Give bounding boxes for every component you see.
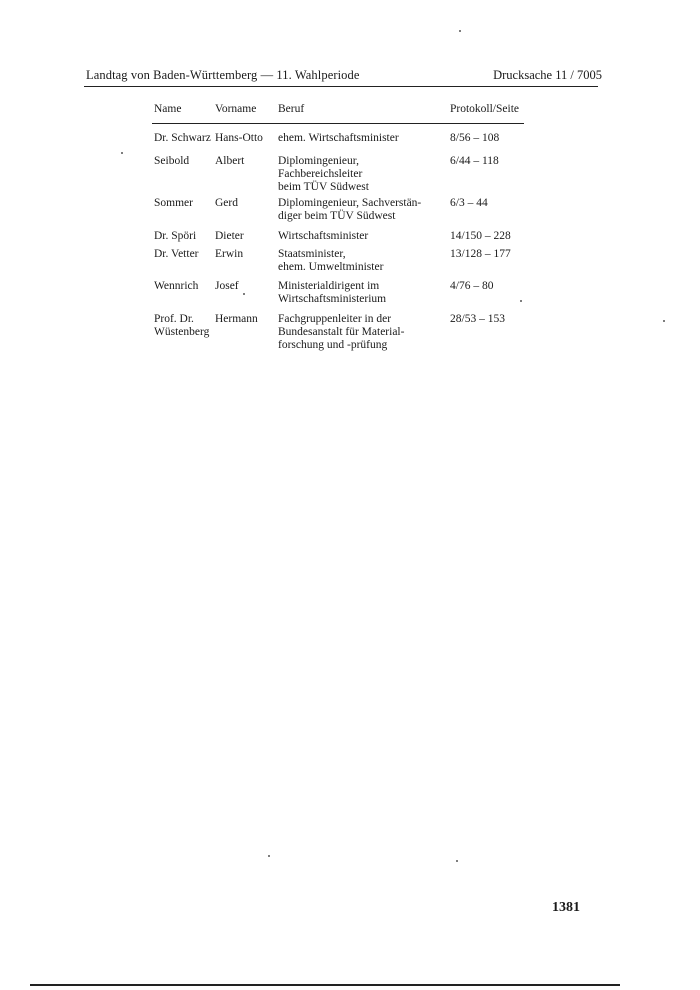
footer-rule xyxy=(30,984,620,986)
table-header-rule xyxy=(152,123,524,124)
cell-beruf-line: Diplomingenieur, Sachverstän- xyxy=(278,197,422,209)
cell-protokoll: 28/53 – 153 xyxy=(450,313,505,325)
cell-name xyxy=(154,248,199,261)
cell-beruf-line: Wirtschaftsministerium xyxy=(278,292,387,305)
cell-beruf-line: Bundesanstalt für Material- xyxy=(278,325,405,338)
column-header-protokoll: Protokoll/Seite xyxy=(450,103,519,115)
cell-name-line: Seibold xyxy=(154,155,190,167)
cell-beruf-line: ehem. Umweltminister xyxy=(278,260,384,273)
cell-vorname: Dieter xyxy=(215,230,244,242)
cell-beruf-line: Diplomingenieur, xyxy=(278,155,359,167)
cell-beruf-line: Ministerialdirigent im xyxy=(278,280,380,292)
header-rule xyxy=(84,86,598,87)
cell-beruf-line: diger beim TÜV Südwest xyxy=(278,209,396,222)
table-header xyxy=(154,103,526,121)
cell-name-line: Wennrich xyxy=(154,280,199,292)
cell-vorname: Hans-Otto xyxy=(215,132,263,144)
cell-beruf-line: Staatsminister, xyxy=(278,248,346,260)
cell-protokoll: 14/150 – 228 xyxy=(450,230,511,242)
cell-beruf xyxy=(278,230,368,243)
cell-vorname: Josef xyxy=(215,280,239,292)
scan-speck xyxy=(459,30,461,32)
cell-name xyxy=(154,197,193,210)
cell-beruf-line: Fachgruppenleiter in der xyxy=(278,313,392,325)
cell-beruf xyxy=(278,155,369,193)
page-number: 1381 xyxy=(552,900,580,915)
header-left: Landtag von Baden-Württemberg — 11. Wahlperiode xyxy=(86,68,360,82)
cell-vorname: Hermann xyxy=(215,313,258,325)
cell-vorname: Gerd xyxy=(215,197,238,209)
cell-vorname: Erwin xyxy=(215,248,244,260)
cell-protokoll: 8/56 – 108 xyxy=(450,132,500,144)
cell-protokoll: 4/76 – 80 xyxy=(450,280,494,292)
cell-name xyxy=(154,280,198,293)
cell-name-line: Prof. Dr. xyxy=(154,313,194,325)
scan-speck xyxy=(243,293,245,295)
cell-name xyxy=(154,132,211,145)
cell-name-line: Dr. Vetter xyxy=(154,248,199,260)
scan-speck xyxy=(520,300,522,302)
cell-name-line: Wüstenberg xyxy=(154,325,210,338)
cell-vorname: Albert xyxy=(215,155,245,167)
scan-speck xyxy=(663,320,665,322)
cell-name xyxy=(154,155,189,168)
cell-beruf xyxy=(278,313,404,351)
header-right: Drucksache 11 / 7005 xyxy=(493,68,602,82)
cell-beruf-line: ehem. Wirtschaftsminister xyxy=(278,132,399,144)
cell-beruf-line: beim TÜV Südwest xyxy=(278,180,369,193)
scan-speck xyxy=(456,860,458,862)
column-header-name: Name xyxy=(154,103,182,115)
column-header-beruf: Beruf xyxy=(278,103,305,115)
cell-beruf xyxy=(278,280,386,306)
scan-speck xyxy=(268,855,270,857)
cell-beruf xyxy=(278,132,399,145)
cell-protokoll: 6/44 – 118 xyxy=(450,155,499,167)
cell-name xyxy=(154,313,209,339)
cell-name-line: Dr. Spöri xyxy=(154,230,197,242)
cell-beruf-line: Fachbereichsleiter xyxy=(278,167,363,180)
cell-name xyxy=(154,230,196,243)
cell-name-line: Dr. Schwarz xyxy=(154,132,211,144)
cell-beruf xyxy=(278,248,383,274)
cell-beruf-line: Wirtschaftsminister xyxy=(278,230,369,242)
cell-beruf xyxy=(278,197,421,223)
cell-protokoll: 13/128 – 177 xyxy=(450,248,511,260)
column-header-vorname: Vorname xyxy=(215,103,257,115)
cell-beruf-line: forschung und -prüfung xyxy=(278,338,388,351)
scan-speck xyxy=(121,152,123,154)
cell-protokoll: 6/3 – 44 xyxy=(450,197,488,209)
cell-name-line: Sommer xyxy=(154,197,193,209)
